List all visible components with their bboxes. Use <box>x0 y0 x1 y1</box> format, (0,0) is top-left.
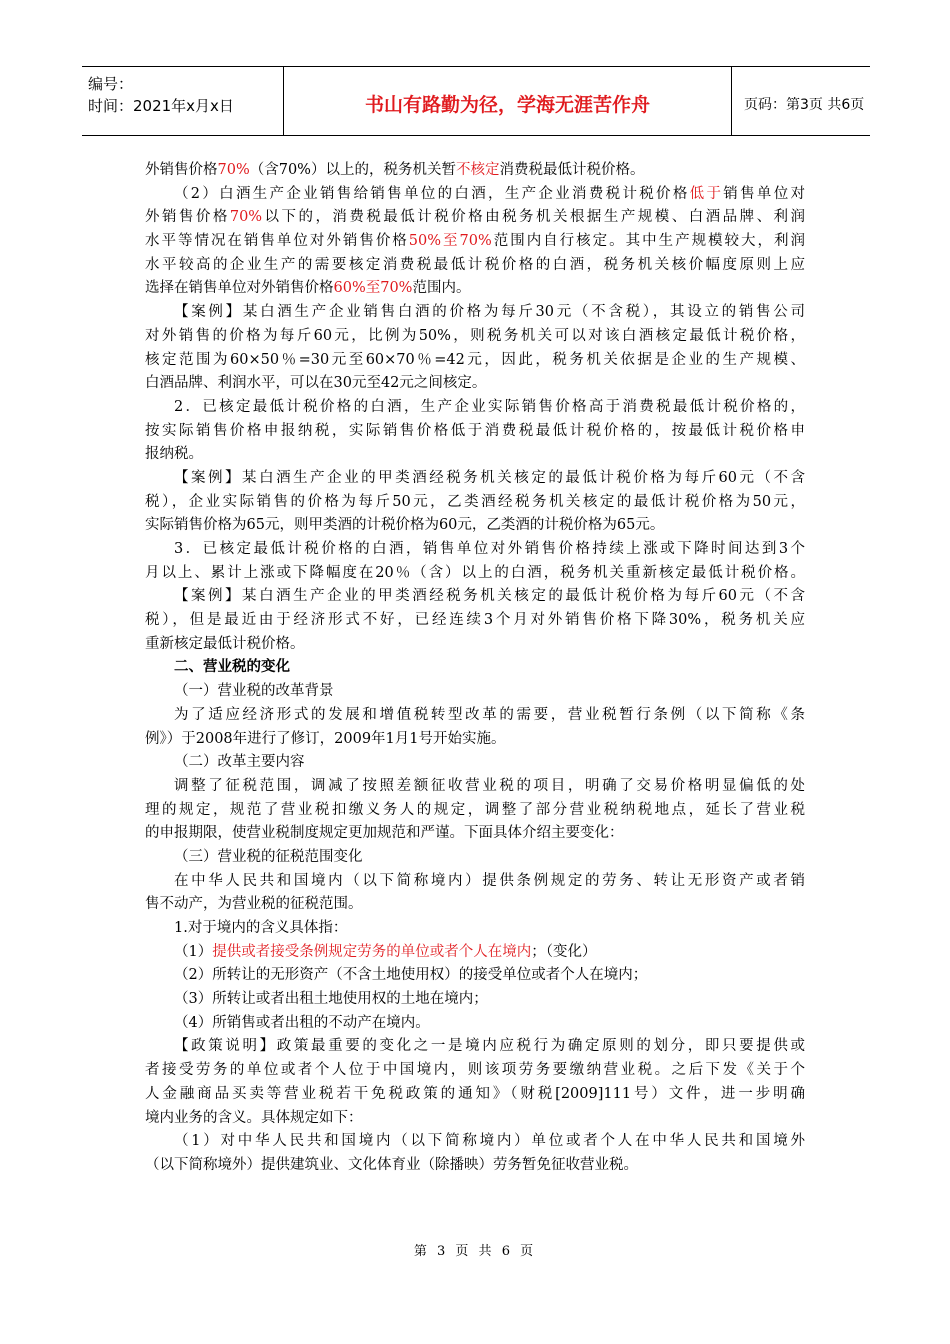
section-heading <box>145 656 805 680</box>
header-date-label: 时间：2021年x月x日 <box>88 97 234 115</box>
text-line <box>145 775 805 799</box>
text-line <box>145 206 805 230</box>
line-text: 例》）于2008年进行了修订，2009年1月1号开始实施。 <box>145 730 506 747</box>
highlighted-text: 70% <box>217 162 250 178</box>
line-text: 外销售价格 <box>145 209 230 226</box>
text-line <box>145 1130 805 1154</box>
line-text: 理的规定，规范了营业税扣缴义务人的规定，调整了部分营业税纳税地点，延长了营业税 <box>145 801 805 818</box>
line-text: 水平较高的企业生产的需要核定消费税最低计税价格的白酒，税务机关核价幅度原则上应 <box>145 256 805 273</box>
line-text: ；（变化） <box>531 943 597 960</box>
list-item <box>145 1012 805 1036</box>
text-line <box>145 1059 805 1083</box>
document-body <box>145 159 805 1178</box>
line-text: 【案例】某白酒生产企业销售白酒的价格为每斤30元（不含税），其设立的销售公司 <box>174 304 805 321</box>
line-text: 消费税最低计税价格。 <box>499 162 645 178</box>
line-text: 【案例】某白酒生产企业的甲类酒经税务机关核定的最低计税价格为每斤60元（不含 <box>174 588 805 605</box>
text-line <box>145 491 805 515</box>
line-text: 【案例】某白酒生产企业的甲类酒经税务机关核定的最低计税价格为每斤60元（不含 <box>174 469 805 486</box>
line-text: 对外销售的价格为每斤60元，比例为50%，则税务机关可以对该白酒核定最低计税价格， <box>145 327 805 344</box>
text-line <box>145 562 805 586</box>
line-text: 3．已核定最低计税价格的白酒，销售单位对外销售价格持续上涨或下降时间达到3个 <box>174 541 805 557</box>
line-text: 2．已核定最低计税价格的白酒，生产企业实际销售价格高于消费税最低计税价格的， <box>174 398 805 415</box>
text-line <box>145 822 805 846</box>
policy-note-line <box>145 1035 805 1059</box>
text-line <box>145 372 805 396</box>
line-text: 的申报期限，使营业税制度规定更加规范和严谨。下面具体介绍主要变化： <box>145 825 624 842</box>
line-text: 范围内自行核定。其中生产规模较大，利润 <box>491 233 805 250</box>
line-text: （含70%）以上的，税务机关暂 <box>249 162 456 178</box>
line-text: 水平等情况在销售单位对外销售价格 <box>145 233 409 250</box>
page-footer: 第 3 页 共 6 页 <box>413 1244 537 1259</box>
line-text: 按实际销售价格申报纳税，实际销售价格低于消费税最低计税价格的，按最低计税价格申 <box>145 422 805 439</box>
line-text: 境内业务的含义。具体规定如下： <box>145 1109 363 1126</box>
line-text: 外销售价格 <box>145 162 218 178</box>
line-text: 月以上、累计上涨或下降幅度在20％（含）以上的白酒，税务机关重新核定最低计税价格。 <box>145 564 805 581</box>
list-item <box>145 964 805 988</box>
text-line <box>145 514 805 538</box>
text-line <box>145 704 805 728</box>
header-number-label: 编号： <box>88 75 134 93</box>
subsection-heading <box>145 751 805 775</box>
highlighted-text: 50%至70% <box>408 233 492 250</box>
line-text: 白酒品牌、利润水平，可以在30元至42元之间核定。 <box>145 375 487 392</box>
line-text: 税），企业实际销售的价格为每斤50元，乙类酒经税务机关核定的最低计税价格为50元， <box>145 493 805 510</box>
text-line <box>145 420 805 444</box>
text-line <box>145 609 805 633</box>
line-text: 实际销售价格为65元，则甲类酒的计税价格为60元，乙类酒的计税价格为65元。 <box>145 517 665 534</box>
highlighted-text: 60%至70% <box>333 280 413 297</box>
text-line <box>145 396 805 420</box>
header-motto: 书山有路勤为径，学海无涯苦作舟 <box>364 94 650 116</box>
line-text: 报纳税。 <box>145 446 203 463</box>
highlighted-text: 不核定 <box>455 162 500 178</box>
highlighted-text: 低于 <box>689 185 724 202</box>
case-line <box>145 467 805 491</box>
line-text: 范围内。 <box>412 280 471 297</box>
line-text: （二）改革主要内容 <box>174 754 305 771</box>
line-text: 税），但是最近由于经济形式不好，已经连续3个月对外销售价格下降30%，税务机关应 <box>145 612 805 629</box>
text-line <box>145 443 805 467</box>
line-text: 者接受劳务的单位或者个人位于中国境内，则该项劳务要缴纳营业税。之后下发《关于个 <box>145 1062 805 1079</box>
text-line <box>145 230 805 254</box>
line-text: 人金融商品买卖等营业税若干免税政策的通知》（财税[2009]111号）文件，进一步明确 <box>145 1085 805 1102</box>
text-line <box>145 254 805 278</box>
line-text: 为了适应经济形式的发展和增值税转型改革的需要，营业税暂行条例（以下简称《条 <box>174 706 805 723</box>
line-text: 选择在销售单位对外销售价格 <box>145 280 334 297</box>
text-line <box>145 183 805 207</box>
text-line <box>145 799 805 823</box>
header-meta <box>82 67 284 135</box>
line-text: 售不动产，为营业税的征税范围。 <box>145 896 363 913</box>
text-line <box>145 1107 805 1131</box>
line-text: 1.对于境内的含义具体指： <box>174 920 348 936</box>
text-line <box>145 349 805 373</box>
line-text: （2）所转让的无形资产（不含土地使用权）的接受单位或者个人在境内； <box>174 967 648 984</box>
text-line <box>145 728 805 752</box>
line-text: 销售单位对 <box>723 185 805 202</box>
line-text: 核定范围为60×50％=30元至60×70％=42元，因此，税务机关依据是企业的生产规模、 <box>145 351 805 368</box>
highlighted-text: 提供或者接受条例规定劳务的单位或者个人在境内 <box>212 943 532 960</box>
line-text: （4）所销售或者出租的不动产在境内。 <box>174 1014 430 1031</box>
text-line <box>145 277 805 301</box>
line-text: （1）对中华人民共和国境内（以下简称境内）单位或者个人在中华人民共和国境外 <box>174 1133 805 1150</box>
header-page-label: 页码：第3页 共6页 <box>744 97 865 113</box>
subsection-heading <box>145 680 805 704</box>
text-line <box>145 1154 805 1178</box>
line-text: 重新核定最低计税价格。 <box>145 635 305 652</box>
line-text: （1） <box>174 943 213 960</box>
list-item <box>145 941 805 965</box>
text-line <box>145 870 805 894</box>
line-text: （3）所转让或者出租土地使用权的土地在境内； <box>174 991 488 1008</box>
line-text: （2）白酒生产企业销售给销售单位的白酒，生产企业消费税计税价格 <box>174 185 690 202</box>
text-line <box>145 538 805 562</box>
line-text: 在中华人民共和国境内（以下简称境内）提供条例规定的劳务、转让无形资产或者销 <box>174 872 805 889</box>
highlighted-text: 70% <box>229 209 263 226</box>
case-line <box>145 585 805 609</box>
line-text: 以下的，消费税最低计税价格由税务机关根据生产规模、白酒品牌、利润 <box>262 209 806 226</box>
text-line <box>145 1083 805 1107</box>
line-text: 二、营业税的变化 <box>174 659 290 676</box>
text-line <box>145 893 805 917</box>
text-line <box>145 633 805 657</box>
case-line <box>145 301 805 325</box>
header-motto-cell <box>284 67 732 135</box>
line-text: （三）营业税的征税范围变化 <box>174 848 363 865</box>
line-text: （以下简称境外）提供建筑业、文化体育业（除播映）劳务暂免征收营业税。 <box>145 1156 638 1173</box>
line-text: 【政策说明】政策最重要的变化之一是境内应税行为确定原则的划分，即只要提供或 <box>174 1038 805 1055</box>
line-text: 调整了征税范围，调减了按照差额征收营业税的项目，明确了交易价格明显偏低的处 <box>174 777 805 794</box>
subsection-heading <box>145 846 805 870</box>
header-page-cell <box>732 67 870 135</box>
text-line <box>145 917 805 941</box>
page-header <box>82 66 870 136</box>
text-line <box>145 325 805 349</box>
text-line <box>145 159 805 183</box>
line-text: （一）营业税的改革背景 <box>174 683 334 700</box>
list-item <box>145 988 805 1012</box>
